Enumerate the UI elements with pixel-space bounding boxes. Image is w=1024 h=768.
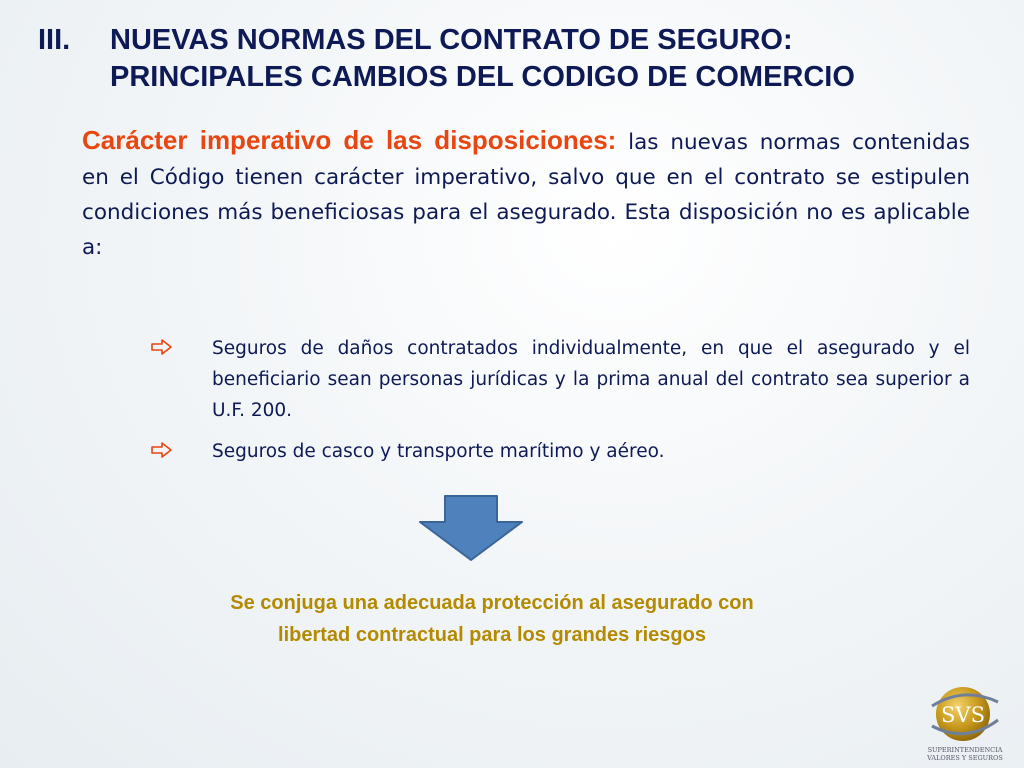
logo-caption-line-1: SUPERINTENDENCIA: [927, 746, 1003, 754]
right-outline-arrow-icon: [150, 440, 174, 460]
list-item-text: Seguros de daños contratados individualmente, en que el asegurado y el beneficiario sean personas jurídicas y la prima anual del contrato sea superior a U.F. 200.: [212, 338, 970, 421]
down-arrow-icon: [418, 494, 526, 562]
section-number: III.: [38, 24, 71, 56]
list-item-text: Seguros de casco y transporte marítimo y aéreo.: [212, 441, 665, 462]
exception-list: [150, 333, 970, 477]
paragraph-text: las nuevas normas contenidas en el Código tienen carácter imperativo, salvo que en el contrato se estipulen condiciones más beneficiosas para el asegurado. Esta disposición no es aplicable a:: [82, 130, 970, 260]
title-line-1: NUEVAS NORMAS DEL CONTRATO DE SEGURO:: [110, 24, 793, 56]
conclusion-line-1: Se conjuga una adecuada protección al asegurado con: [230, 592, 754, 614]
logo-caption-line-2: VALORES Y SEGUROS: [927, 754, 1003, 762]
conclusion-line-2: libertad contractual para los grandes riesgos: [278, 624, 706, 646]
conclusion-text: [160, 587, 824, 651]
logo-caption: [915, 746, 1015, 762]
list-item: [150, 436, 970, 467]
paragraph-lead: Carácter imperativo de las disposiciones:: [82, 125, 617, 155]
list-item: [150, 333, 970, 426]
right-outline-arrow-icon: [150, 337, 174, 357]
title-line-2: PRINCIPALES CAMBIOS DEL CODIGO DE COMERCIO: [110, 61, 855, 93]
logo-mark: SVS: [941, 703, 985, 727]
main-paragraph: [82, 123, 970, 265]
